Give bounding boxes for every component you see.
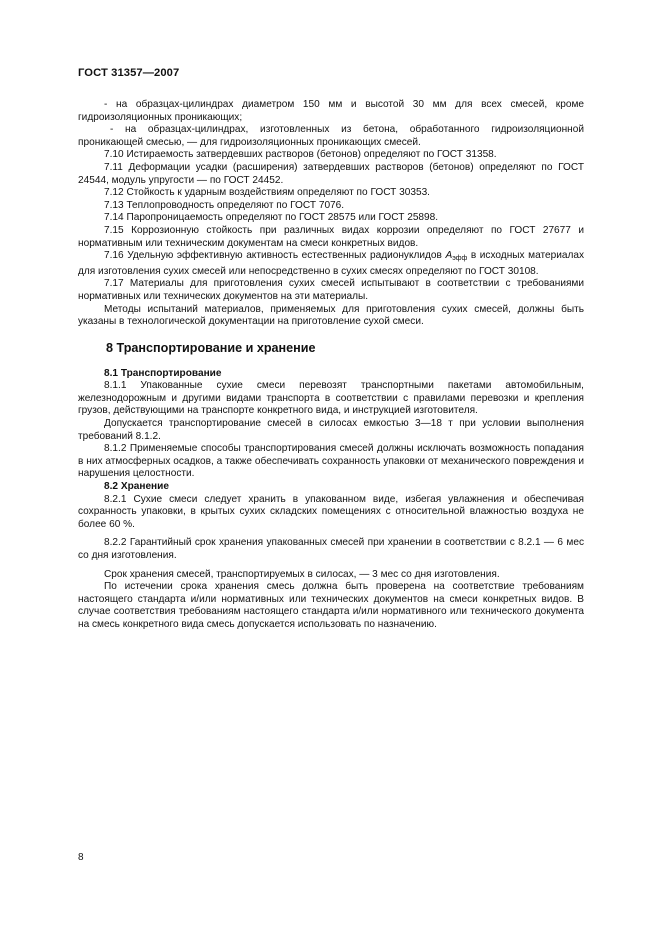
bullet-paragraph: - на образцах-цилиндрах диаметром 150 мм и высотой 30 мм для всех смесей, кроме гидроизоляционных проникающих; — [78, 99, 584, 123]
section-8-title: 8 Транспортирование и хранение — [106, 340, 316, 355]
clause-7-16-text: 7.16 Удельную эффективную активность естественных радионуклидов — [104, 250, 446, 262]
page-body — [78, 99, 584, 632]
clause-8-1-1: 8.1.1 Упакованные сухие смеси перевозят транспортными пакетами автомобильным, железнодорожным и другими видами транспорта в соответствии с правилами перевозки и крепления грузов, действующими на транспорте конкретного вида, и инструкцией изготовителя. — [78, 380, 584, 417]
subsection-8-1-title: 8.1 Транспортирование — [104, 367, 222, 379]
clause-8-1-2: 8.1.2 Применяемые способы транспортирования смесей должны исключать возможность попадания в них атмосферных осадков, а также обеспечивать сохранность упаковки от механического повреждения и нарушения целостности. — [78, 443, 584, 480]
clause-7-10: 7.10 Истираемость затвердевших растворов (бетонов) определяют по ГОСТ 31358. — [104, 149, 497, 161]
clause-7-11: 7.11 Деформации усадки (расширения) затвердевших растворов (бетонов) определяют по ГОСТ 24544, модуль упругости — по ГОСТ 24452. — [78, 161, 584, 186]
clause-7-12: 7.12 Стойкость к ударным воздействиям определяют по ГОСТ 30353. — [104, 187, 430, 199]
methods-paragraph: Методы испытаний материалов, применяемых для приготовления сухих смесей, должны быть указаны в технологической документации на приготовление сухой смеси. — [78, 303, 584, 328]
page-number: 8 — [78, 852, 84, 863]
bullet-paragraph: - на образцах-цилиндрах, изготовленных из бетона, обработанного гидроизоляционной проникающей смесью, — для гидроизоляционных проникающих смесей. — [78, 124, 584, 148]
clause-7-13: 7.13 Теплопроводность определяют по ГОСТ 7076. — [104, 199, 345, 211]
clause-7-16 — [78, 250, 584, 278]
clause-7-16-text-end: в исходных материалах для изготовления сухих смесей или непосредственно в сухих смесях определяют по ГОСТ 30108. — [78, 250, 585, 277]
clause-8-2-2-expiry: По истечении срока хранения смесь должна быть проверена на соответствие требованиям настоящего стандарта и/или нормативных или технических документов на смеси конкретных видов. В случае соответствия требованиям настоящего стандарта и/или нормативного или технического документа на смесь конкретного вида смесь допускается использовать по назначению. — [78, 581, 584, 630]
clause-8-2-1: 8.2.1 Сухие смеси следует хранить в упакованном виде, избегая увлажнения и обеспечивая сохранность упаковки, в крытых сухих складских помещениях с относительной влажностью воздуха не более 60 %. — [78, 493, 584, 530]
activity-symbol: A — [445, 250, 453, 262]
clause-7-15: 7.15 Коррозионную стойкость при различных видах коррозии определяют по ГОСТ 27677 и нормативным или техническим документам на смеси конкретных видов. — [78, 224, 584, 249]
clause-8-1-1-note: Допускается транспортирование смесей в силосах емкостью 3—18 т при условии выполнения требований 8.1.2. — [78, 418, 584, 442]
document-header: ГОСТ 31357—2007 — [78, 67, 180, 79]
clause-8-2-2-silos: Срок хранения смесей, транспортируемых в силосах, — 3 мес со дня изготовления. — [104, 568, 500, 580]
clause-8-2-2: 8.2.2 Гарантийный срок хранения упакованных смесей при хранении в соответствии с 8.2.1 — 6 мес со дня изготовления. — [78, 537, 584, 561]
subsection-8-2-title: 8.2 Хранение — [104, 481, 169, 493]
activity-subscript: эфф — [452, 255, 468, 263]
clause-7-14: 7.14 Паропроницаемость определяют по ГОСТ 28575 или ГОСТ 25898. — [104, 212, 439, 224]
clause-7-17: 7.17 Материалы для приготовления сухих смесей испытывают в соответствии с требованиями нормативных или технических документов на эти материалы. — [78, 278, 584, 302]
